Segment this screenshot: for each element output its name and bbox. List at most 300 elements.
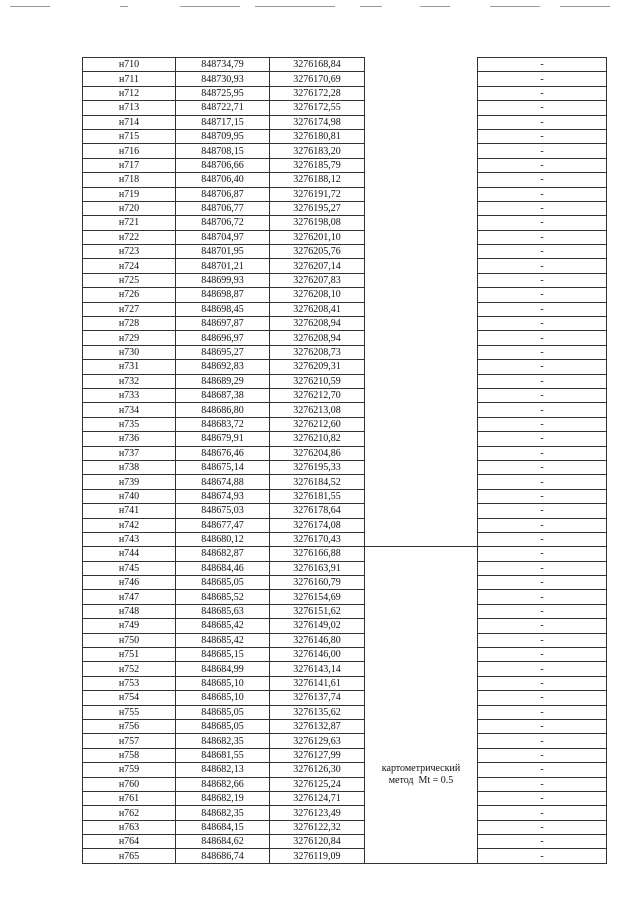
x-coordinate-cell: 848730,93 (176, 72, 270, 86)
empty-cell (365, 129, 478, 143)
y-coordinate-cell: 3276126,30 (270, 763, 365, 777)
table-row (83, 648, 607, 662)
empty-cell (365, 518, 478, 532)
point-name-cell: н763 (83, 820, 176, 834)
x-coordinate-cell: 848684,15 (176, 820, 270, 834)
empty-cell (365, 115, 478, 129)
y-coordinate-cell: 3276207,83 (270, 273, 365, 287)
x-coordinate-cell: 848681,55 (176, 748, 270, 762)
x-coordinate-cell: 848685,05 (176, 719, 270, 733)
dash-cell: - (478, 633, 607, 647)
point-name-cell: н741 (83, 504, 176, 518)
table-row (83, 345, 607, 359)
dash-cell: - (478, 763, 607, 777)
empty-cell (365, 173, 478, 187)
dash-cell: - (478, 115, 607, 129)
y-coordinate-cell: 3276208,73 (270, 345, 365, 359)
empty-cell (365, 331, 478, 345)
y-coordinate-cell: 3276183,20 (270, 144, 365, 158)
y-coordinate-cell: 3276180,81 (270, 129, 365, 143)
y-coordinate-cell: 3276132,87 (270, 719, 365, 733)
dash-cell: - (478, 676, 607, 690)
y-coordinate-cell: 3276146,00 (270, 648, 365, 662)
y-coordinate-cell: 3276195,33 (270, 460, 365, 474)
point-name-cell: н723 (83, 245, 176, 259)
table-row (83, 748, 607, 762)
table-row (83, 777, 607, 791)
empty-cell (365, 101, 478, 115)
table-row (83, 187, 607, 201)
table-row (83, 806, 607, 820)
point-name-cell: н733 (83, 388, 176, 402)
x-coordinate-cell: 848709,95 (176, 129, 270, 143)
y-coordinate-cell: 3276207,14 (270, 259, 365, 273)
y-coordinate-cell: 3276123,49 (270, 806, 365, 820)
empty-cell (365, 360, 478, 374)
empty-cell (365, 216, 478, 230)
dash-cell: - (478, 360, 607, 374)
empty-cell (365, 187, 478, 201)
empty-cell (365, 201, 478, 215)
point-name-cell: н758 (83, 748, 176, 762)
table-row (83, 734, 607, 748)
x-coordinate-cell: 848696,97 (176, 331, 270, 345)
point-name-cell: н752 (83, 662, 176, 676)
x-coordinate-cell: 848682,66 (176, 777, 270, 791)
empty-cell (365, 317, 478, 331)
y-coordinate-cell: 3276205,76 (270, 245, 365, 259)
y-coordinate-cell: 3276209,31 (270, 360, 365, 374)
x-coordinate-cell: 848706,66 (176, 158, 270, 172)
empty-cell (365, 403, 478, 417)
table-row (83, 317, 607, 331)
y-coordinate-cell: 3276204,86 (270, 446, 365, 460)
empty-cell (365, 158, 478, 172)
x-coordinate-cell: 848675,03 (176, 504, 270, 518)
dash-cell: - (478, 806, 607, 820)
dash-cell: - (478, 230, 607, 244)
y-coordinate-cell: 3276141,61 (270, 676, 365, 690)
x-coordinate-cell: 848697,87 (176, 317, 270, 331)
dash-cell: - (478, 820, 607, 834)
dash-cell: - (478, 403, 607, 417)
table-row (83, 705, 607, 719)
dash-cell: - (478, 129, 607, 143)
dash-cell: - (478, 748, 607, 762)
y-coordinate-cell: 3276181,55 (270, 489, 365, 503)
table-row (83, 129, 607, 143)
table-row (83, 144, 607, 158)
empty-cell (365, 273, 478, 287)
table-row (83, 676, 607, 690)
dash-cell: - (478, 475, 607, 489)
y-coordinate-cell: 3276210,82 (270, 432, 365, 446)
point-name-cell: н748 (83, 604, 176, 618)
y-coordinate-cell: 3276178,64 (270, 504, 365, 518)
y-coordinate-cell: 3276124,71 (270, 791, 365, 805)
point-name-cell: н747 (83, 590, 176, 604)
point-name-cell: н721 (83, 216, 176, 230)
point-name-cell: н725 (83, 273, 176, 287)
point-name-cell: н738 (83, 460, 176, 474)
dash-cell: - (478, 446, 607, 460)
x-coordinate-cell: 848683,72 (176, 417, 270, 431)
table-row (83, 518, 607, 532)
table-row (83, 619, 607, 633)
point-name-cell: н740 (83, 489, 176, 503)
dash-cell: - (478, 101, 607, 115)
table-row (83, 173, 607, 187)
point-name-cell: н756 (83, 719, 176, 733)
dash-cell: - (478, 331, 607, 345)
table-row (83, 259, 607, 273)
y-coordinate-cell: 3276137,74 (270, 691, 365, 705)
x-coordinate-cell: 848704,97 (176, 230, 270, 244)
empty-cell (365, 504, 478, 518)
y-coordinate-cell: 3276185,79 (270, 158, 365, 172)
x-coordinate-cell: 848676,46 (176, 446, 270, 460)
dash-cell: - (478, 460, 607, 474)
x-coordinate-cell: 848686,74 (176, 849, 270, 863)
y-coordinate-cell: 3276174,08 (270, 518, 365, 532)
table-row (83, 475, 607, 489)
point-name-cell: н711 (83, 72, 176, 86)
point-name-cell: н757 (83, 734, 176, 748)
y-coordinate-cell: 3276160,79 (270, 576, 365, 590)
point-name-cell: н737 (83, 446, 176, 460)
point-name-cell: н764 (83, 835, 176, 849)
x-coordinate-cell: 848685,63 (176, 604, 270, 618)
y-coordinate-cell: 3276146,80 (270, 633, 365, 647)
point-name-cell: н715 (83, 129, 176, 143)
point-name-cell: н762 (83, 806, 176, 820)
dash-cell: - (478, 662, 607, 676)
empty-cell (365, 417, 478, 431)
y-coordinate-cell: 3276172,55 (270, 101, 365, 115)
table-row (83, 633, 607, 647)
point-name-cell: н744 (83, 547, 176, 561)
dash-cell: - (478, 561, 607, 575)
table-row (83, 374, 607, 388)
table-row (83, 417, 607, 431)
x-coordinate-cell: 848734,79 (176, 58, 270, 72)
method-cell (365, 547, 478, 864)
x-coordinate-cell: 848692,83 (176, 360, 270, 374)
x-coordinate-cell: 848682,35 (176, 806, 270, 820)
table-row (83, 460, 607, 474)
dash-cell: - (478, 317, 607, 331)
y-coordinate-cell: 3276129,63 (270, 734, 365, 748)
empty-cell (365, 432, 478, 446)
y-coordinate-cell: 3276135,62 (270, 705, 365, 719)
y-coordinate-cell: 3276208,10 (270, 288, 365, 302)
dash-cell: - (478, 259, 607, 273)
point-name-cell: н722 (83, 230, 176, 244)
x-coordinate-cell: 848682,35 (176, 734, 270, 748)
y-coordinate-cell: 3276188,12 (270, 173, 365, 187)
point-name-cell: н719 (83, 187, 176, 201)
empty-cell (365, 374, 478, 388)
empty-cell (365, 259, 478, 273)
table-row (83, 403, 607, 417)
point-name-cell: н760 (83, 777, 176, 791)
dash-cell: - (478, 432, 607, 446)
coordinates-table (82, 57, 607, 864)
dash-cell: - (478, 374, 607, 388)
point-name-cell: н713 (83, 101, 176, 115)
empty-cell (365, 288, 478, 302)
x-coordinate-cell: 848685,52 (176, 590, 270, 604)
x-coordinate-cell: 848708,15 (176, 144, 270, 158)
point-name-cell: н714 (83, 115, 176, 129)
table-row (83, 590, 607, 604)
dash-cell: - (478, 86, 607, 100)
point-name-cell: н731 (83, 360, 176, 374)
y-coordinate-cell: 3276208,41 (270, 302, 365, 316)
dash-cell: - (478, 288, 607, 302)
table-row (83, 58, 607, 72)
y-coordinate-cell: 3276168,84 (270, 58, 365, 72)
dash-cell: - (478, 691, 607, 705)
x-coordinate-cell: 848682,13 (176, 763, 270, 777)
empty-cell (365, 446, 478, 460)
y-coordinate-cell: 3276151,62 (270, 604, 365, 618)
table-row (83, 230, 607, 244)
point-name-cell: н720 (83, 201, 176, 215)
empty-cell (365, 245, 478, 259)
point-name-cell: н734 (83, 403, 176, 417)
table-row (83, 547, 607, 561)
dash-cell: - (478, 734, 607, 748)
empty-cell (365, 230, 478, 244)
point-name-cell: н755 (83, 705, 176, 719)
table-row (83, 101, 607, 115)
y-coordinate-cell: 3276210,59 (270, 374, 365, 388)
empty-cell (365, 86, 478, 100)
empty-cell (365, 388, 478, 402)
y-coordinate-cell: 3276201,10 (270, 230, 365, 244)
dash-cell: - (478, 619, 607, 633)
point-name-cell: н727 (83, 302, 176, 316)
y-coordinate-cell: 3276170,43 (270, 532, 365, 546)
y-coordinate-cell: 3276127,99 (270, 748, 365, 762)
point-name-cell: н765 (83, 849, 176, 863)
table-row (83, 115, 607, 129)
dash-cell: - (478, 158, 607, 172)
dash-cell: - (478, 590, 607, 604)
table-row (83, 576, 607, 590)
y-coordinate-cell: 3276172,28 (270, 86, 365, 100)
point-name-cell: н732 (83, 374, 176, 388)
point-name-cell: н730 (83, 345, 176, 359)
y-coordinate-cell: 3276166,88 (270, 547, 365, 561)
x-coordinate-cell: 848679,91 (176, 432, 270, 446)
y-coordinate-cell: 3276174,98 (270, 115, 365, 129)
empty-cell (365, 144, 478, 158)
table-row (83, 532, 607, 546)
point-name-cell: н716 (83, 144, 176, 158)
table-row (83, 691, 607, 705)
y-coordinate-cell: 3276208,94 (270, 317, 365, 331)
dash-cell: - (478, 245, 607, 259)
dash-cell: - (478, 547, 607, 561)
table-row (83, 561, 607, 575)
dash-cell: - (478, 648, 607, 662)
scan-noise (0, 6, 640, 10)
y-coordinate-cell: 3276212,60 (270, 417, 365, 431)
y-coordinate-cell: 3276198,08 (270, 216, 365, 230)
point-name-cell: н710 (83, 58, 176, 72)
table-row (83, 820, 607, 834)
point-name-cell: н728 (83, 317, 176, 331)
method-line-2: метод Mt = 0.5 (388, 775, 454, 787)
dash-cell: - (478, 58, 607, 72)
x-coordinate-cell: 848685,05 (176, 576, 270, 590)
dash-cell: - (478, 388, 607, 402)
point-name-cell: н735 (83, 417, 176, 431)
x-coordinate-cell: 848685,05 (176, 705, 270, 719)
table-row (83, 791, 607, 805)
x-coordinate-cell: 848695,27 (176, 345, 270, 359)
table-row (83, 432, 607, 446)
point-name-cell: н743 (83, 532, 176, 546)
point-name-cell: н742 (83, 518, 176, 532)
y-coordinate-cell: 3276154,69 (270, 590, 365, 604)
x-coordinate-cell: 848706,77 (176, 201, 270, 215)
x-coordinate-cell: 848675,14 (176, 460, 270, 474)
table-row (83, 216, 607, 230)
dash-cell: - (478, 604, 607, 618)
x-coordinate-cell: 848684,46 (176, 561, 270, 575)
point-name-cell: н754 (83, 691, 176, 705)
x-coordinate-cell: 848689,29 (176, 374, 270, 388)
table-row (83, 201, 607, 215)
y-coordinate-cell: 3276213,08 (270, 403, 365, 417)
point-name-cell: н712 (83, 86, 176, 100)
x-coordinate-cell: 848717,15 (176, 115, 270, 129)
table-row (83, 302, 607, 316)
y-coordinate-cell: 3276170,69 (270, 72, 365, 86)
table-row (83, 489, 607, 503)
dash-cell: - (478, 791, 607, 805)
dash-cell: - (478, 849, 607, 863)
empty-cell (365, 345, 478, 359)
y-coordinate-cell: 3276184,52 (270, 475, 365, 489)
coordinates-table-body (83, 58, 607, 864)
x-coordinate-cell: 848725,95 (176, 86, 270, 100)
dash-cell: - (478, 835, 607, 849)
x-coordinate-cell: 848680,12 (176, 532, 270, 546)
x-coordinate-cell: 848685,10 (176, 691, 270, 705)
x-coordinate-cell: 848698,87 (176, 288, 270, 302)
point-name-cell: н746 (83, 576, 176, 590)
point-name-cell: н718 (83, 173, 176, 187)
y-coordinate-cell: 3276125,24 (270, 777, 365, 791)
point-name-cell: н753 (83, 676, 176, 690)
y-coordinate-cell: 3276119,09 (270, 849, 365, 863)
table-row (83, 835, 607, 849)
y-coordinate-cell: 3276212,70 (270, 388, 365, 402)
point-name-cell: н759 (83, 763, 176, 777)
table-row (83, 604, 607, 618)
empty-cell (365, 460, 478, 474)
dash-cell: - (478, 302, 607, 316)
dash-cell: - (478, 719, 607, 733)
x-coordinate-cell: 848706,72 (176, 216, 270, 230)
point-name-cell: н726 (83, 288, 176, 302)
dash-cell: - (478, 201, 607, 215)
empty-cell (365, 58, 478, 72)
dash-cell: - (478, 532, 607, 546)
table-row (83, 331, 607, 345)
x-coordinate-cell: 848674,88 (176, 475, 270, 489)
y-coordinate-cell: 3276191,72 (270, 187, 365, 201)
empty-cell (365, 475, 478, 489)
x-coordinate-cell: 848722,71 (176, 101, 270, 115)
method-line-1: картометрический (381, 763, 461, 775)
empty-cell (365, 302, 478, 316)
y-coordinate-cell: 3276120,84 (270, 835, 365, 849)
dash-cell: - (478, 518, 607, 532)
table-row (83, 72, 607, 86)
point-name-cell: н745 (83, 561, 176, 575)
table-row (83, 446, 607, 460)
x-coordinate-cell: 848682,19 (176, 791, 270, 805)
x-coordinate-cell: 848686,80 (176, 403, 270, 417)
point-name-cell: н717 (83, 158, 176, 172)
point-name-cell: н729 (83, 331, 176, 345)
point-name-cell: н761 (83, 791, 176, 805)
point-name-cell: н751 (83, 648, 176, 662)
dash-cell: - (478, 345, 607, 359)
dash-cell: - (478, 187, 607, 201)
dash-cell: - (478, 777, 607, 791)
table-row (83, 849, 607, 863)
dash-cell: - (478, 173, 607, 187)
dash-cell: - (478, 72, 607, 86)
x-coordinate-cell: 848684,62 (176, 835, 270, 849)
x-coordinate-cell: 848685,42 (176, 633, 270, 647)
y-coordinate-cell: 3276149,02 (270, 619, 365, 633)
dash-cell: - (478, 504, 607, 518)
table-row (83, 245, 607, 259)
x-coordinate-cell: 848706,87 (176, 187, 270, 201)
table-row (83, 360, 607, 374)
point-name-cell: н739 (83, 475, 176, 489)
point-name-cell: н749 (83, 619, 176, 633)
dash-cell: - (478, 144, 607, 158)
table-row (83, 86, 607, 100)
x-coordinate-cell: 848685,15 (176, 648, 270, 662)
y-coordinate-cell: 3276208,94 (270, 331, 365, 345)
x-coordinate-cell: 848698,45 (176, 302, 270, 316)
table-row (83, 719, 607, 733)
table-row (83, 273, 607, 287)
x-coordinate-cell: 848685,42 (176, 619, 270, 633)
dash-cell: - (478, 576, 607, 590)
x-coordinate-cell: 848674,93 (176, 489, 270, 503)
dash-cell: - (478, 417, 607, 431)
y-coordinate-cell: 3276122,32 (270, 820, 365, 834)
x-coordinate-cell: 848701,95 (176, 245, 270, 259)
dash-cell: - (478, 273, 607, 287)
dash-cell: - (478, 705, 607, 719)
point-name-cell: н724 (83, 259, 176, 273)
point-name-cell: н750 (83, 633, 176, 647)
dash-cell: - (478, 216, 607, 230)
x-coordinate-cell: 848677,47 (176, 518, 270, 532)
x-coordinate-cell: 848685,10 (176, 676, 270, 690)
